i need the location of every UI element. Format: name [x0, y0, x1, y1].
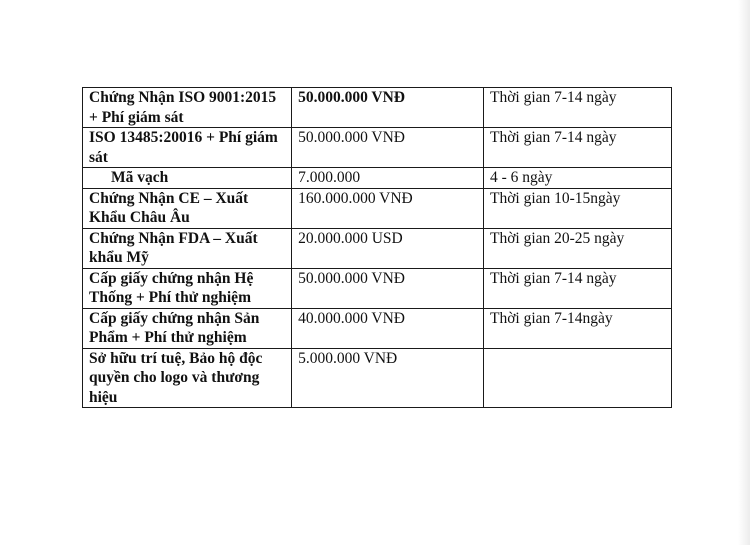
scan-edge [738, 0, 750, 545]
service-cell: Mã vạch [83, 168, 292, 189]
service-cell: ISO 13485:20016 + Phí giám sát [83, 128, 292, 168]
service-cell: Cấp giấy chứng nhận Hệ Thống + Phí thử nghiệm [83, 268, 292, 308]
table-row [83, 168, 672, 189]
table-row [83, 88, 672, 128]
price-cell: 20.000.000 USD [292, 228, 484, 268]
table-row [83, 308, 672, 348]
service-cell: Chứng Nhận FDA – Xuất khẩu Mỹ [83, 228, 292, 268]
table-row [83, 268, 672, 308]
service-cell: Chứng Nhận CE – Xuất Khẩu Châu Âu [83, 188, 292, 228]
service-cell: Sở hữu trí tuệ, Bảo hộ độc quyền cho logo và thương hiệu [83, 348, 292, 408]
price-cell: 50.000.000 VNĐ [292, 88, 484, 128]
service-cell: Cấp giấy chứng nhận Sản Phẩm + Phí thử nghiệm [83, 308, 292, 348]
time-cell [483, 348, 671, 408]
time-cell: 4 - 6 ngày [483, 168, 671, 189]
table-row [83, 228, 672, 268]
price-cell: 50.000.000 VNĐ [292, 268, 484, 308]
table-row [83, 128, 672, 168]
table-row [83, 188, 672, 228]
price-cell: 40.000.000 VNĐ [292, 308, 484, 348]
time-cell: Thời gian 7-14 ngày [483, 128, 671, 168]
table-row [83, 348, 672, 408]
price-cell: 160.000.000 VNĐ [292, 188, 484, 228]
price-cell: 50.000.000 VNĐ [292, 128, 484, 168]
price-cell: 7.000.000 [292, 168, 484, 189]
time-cell: Thời gian 20-25 ngày [483, 228, 671, 268]
time-cell: Thời gian 7-14ngày [483, 308, 671, 348]
price-cell: 5.000.000 VNĐ [292, 348, 484, 408]
price-table [82, 87, 672, 408]
time-cell: Thời gian 7-14 ngày [483, 88, 671, 128]
service-cell: Chứng Nhận ISO 9001:2015 + Phí giám sát [83, 88, 292, 128]
time-cell: Thời gian 10-15ngày [483, 188, 671, 228]
time-cell: Thời gian 7-14 ngày [483, 268, 671, 308]
